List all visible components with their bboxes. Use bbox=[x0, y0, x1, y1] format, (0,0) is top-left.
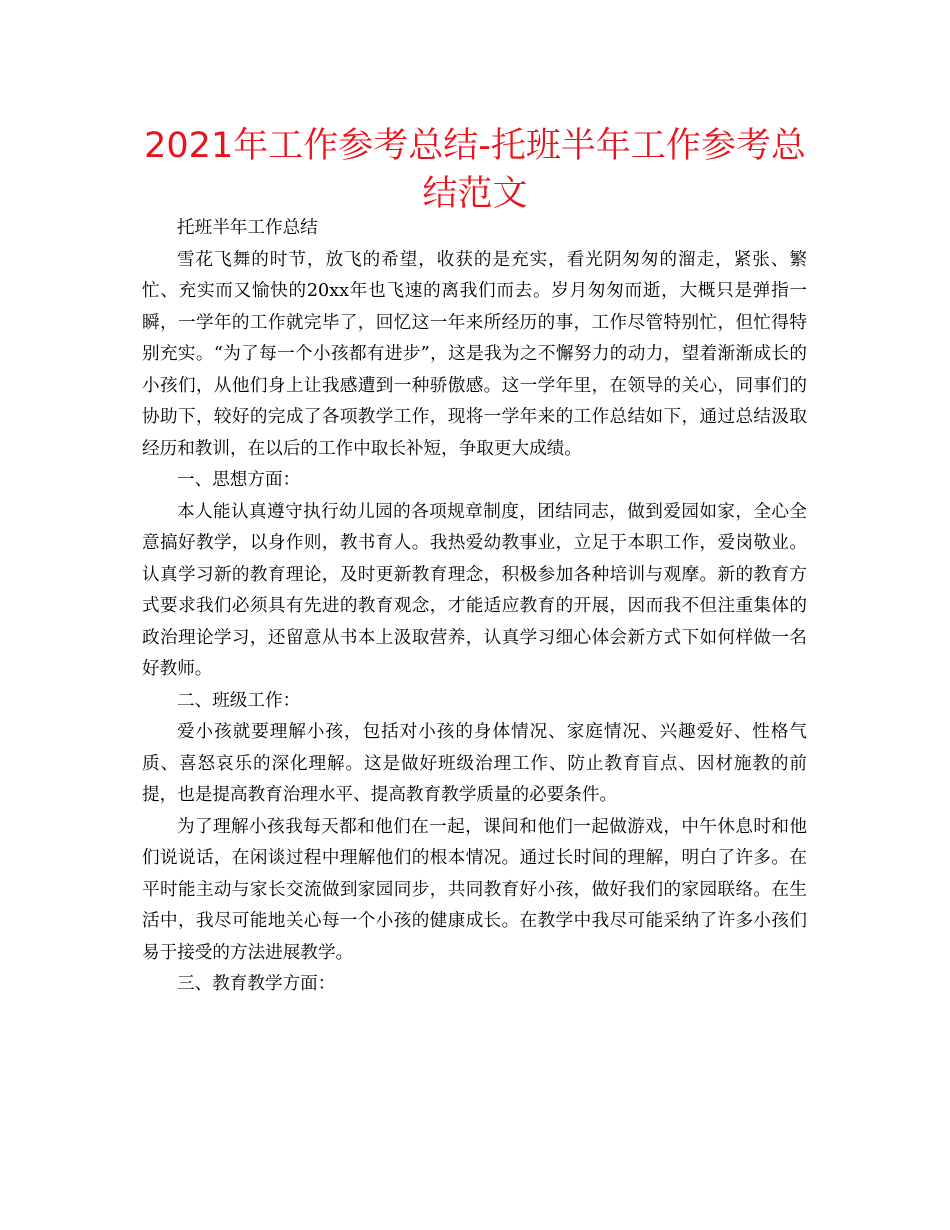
subtitle-paragraph: 托班半年工作总结 bbox=[177, 218, 318, 238]
section-heading-teaching: 三、教育教学方面： bbox=[177, 974, 336, 994]
section-heading-class: 二、班级工作： bbox=[177, 690, 301, 711]
section-heading-thought: 一、思想方面： bbox=[177, 470, 301, 490]
class-paragraph-2: 为了理解小孩我每天都和他们在一起，课间和他们一起做游戏，中午休息时和他们说说话，在闲谈过程中理解他们的根本情况。通过长时间的理解，明白了许多。在平时能主动与家长交流做到家园同步，共同教育好小孩，做好我们的家园联络。在生活中，我尽可能地关心每一个小孩的健康成长。在教学中我尽可能采纳了许多小孩们易于接受的方法进展教学。 bbox=[142, 816, 807, 963]
thought-paragraph: 本人能认真遵守执行幼儿园的各项规章制度，团结同志，做到爱园如家，全心全意搞好教学，以身作则，教书育人。我热爱幼教事业，立足于本职工作，爱岗敬业。认真学习新的教育理论，及时更新教育理念，积极参加各种培训与观摩。新的教育方式要求我们必须具有先进的教育观念，才能适应教育的开展，因而我不但注重集体的政治理论学习，还留意从书本上汲取营养，认真学习细心体会新方式下如何样做一名好教师。 bbox=[142, 501, 807, 679]
class-paragraph-1: 爱小孩就要理解小孩，包括对小孩的身体情况、家庭情况、兴趣爱好、性格气质、喜怒哀乐的深化理解。这是做好班级治理工作、防止教育盲点、因材施教的前提，也是提高教育治理水平、提高教育教学质量的必要条件。 bbox=[142, 722, 807, 805]
document-body bbox=[142, 213, 807, 1001]
intro-paragraph: 雪花飞舞的时节，放飞的希望，收获的是充实，看光阴匆匆的溜走，紧张、繁忙、充实而又愉快的20xx年也飞速的离我们而去。岁月匆匆而逝，大概只是弹指一瞬，一学年的工作就完毕了，回忆这一年来所经历的事，工作尽管特别忙，但忙得特别充实。“为了每一个小孩都有进步”，这是我为之不懈努力的动力，望着渐渐成长的小孩们，从他们身上让我感遭到一种骄傲感。这一学年里，在领导的关心，同事们的协助下，较好的完成了各项教学工作，现将一学年来的工作总结如下，通过总结汲取经历和教训，在以后的工作中取长补短，争取更大成绩。 bbox=[142, 249, 807, 459]
document-title: 2021年工作参考总结-托班半年工作参考总结范文 bbox=[144, 126, 806, 214]
